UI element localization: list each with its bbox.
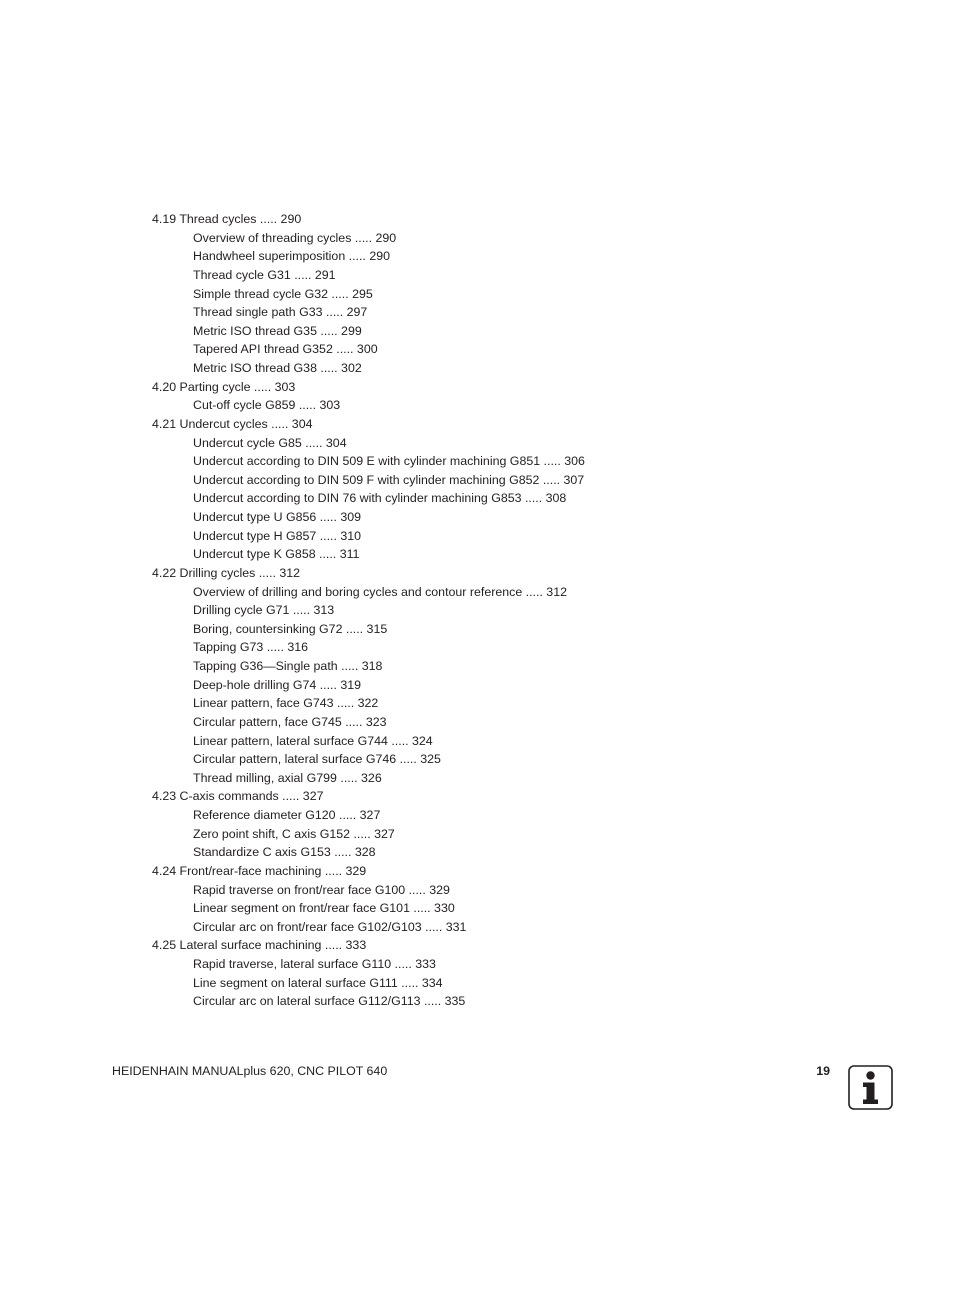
table-of-contents <box>152 210 585 1011</box>
toc-subsection-entry: Tapping G36—Single path ..... 318 <box>193 659 383 673</box>
toc-subsection-entry: Tapered API thread G352 ..... 300 <box>193 342 378 357</box>
toc-section-entry: 4.22 Drilling cycles ..... 312 <box>152 565 301 580</box>
toc-subsection-entry: Linear pattern, lateral surface G744 ..... 324 <box>193 733 433 748</box>
toc-subsection-entry: Undercut according to DIN 76 with cylinder machining G853 ..... 308 <box>193 491 567 506</box>
toc-subsection-entry: Tapping G73 ..... 316 <box>193 640 309 655</box>
toc-subsection-entry: Circular arc on front/rear face G102/G103 ..... 331 <box>193 919 467 934</box>
toc-subsection-entry: Circular pattern, face G745 ..... 323 <box>193 714 387 729</box>
toc-subsection-entry: Thread cycle G31 ..... 291 <box>193 267 336 282</box>
toc-subsection-entry: Linear pattern, face G743 ..... 322 <box>193 696 379 711</box>
toc-subsection-entry: Standardize C axis G153 ..... 328 <box>193 845 376 860</box>
toc-subsection-entry: Linear segment on front/rear face G101 ..... 330 <box>193 901 455 916</box>
toc-subsection-entry: Thread milling, axial G799 ..... 326 <box>193 770 382 785</box>
toc-subsection-entry: Cut-off cycle G859 ..... 303 <box>193 398 341 413</box>
toc-section-entry: 4.19 Thread cycles ..... 290 <box>152 212 302 226</box>
toc-subsection-entry: Overview of drilling and boring cycles and contour reference ..... 312 <box>193 584 567 599</box>
toc-section-entry: 4.21 Undercut cycles ..... 304 <box>152 416 313 431</box>
toc-subsection-entry: Undercut type K G858 ..... 311 <box>193 547 360 562</box>
info-icon <box>848 1065 893 1110</box>
toc-subsection-entry: Thread single path G33 ..... 297 <box>193 305 368 320</box>
toc-subsection-entry: Metric ISO thread G38 ..... 302 <box>193 361 362 375</box>
toc-subsection-entry: Undercut type U G856 ..... 309 <box>193 510 362 524</box>
toc-subsection-entry: Zero point shift, C axis G152 ..... 327 <box>193 826 395 841</box>
toc-subsection-entry: Undercut type H G857 ..... 310 <box>193 528 362 543</box>
toc-subsection-entry: Circular pattern, lateral surface G746 ..... 325 <box>193 752 441 767</box>
toc-subsection-entry: Rapid traverse on front/rear face G100 ..... 329 <box>193 882 450 897</box>
toc-subsection-entry: Line segment on lateral surface G111 ..... 334 <box>193 975 443 990</box>
toc-subsection-entry: Undercut according to DIN 509 E with cylinder machining G851 ..... 306 <box>193 454 585 469</box>
toc-section-entry: 4.24 Front/rear-face machining ..... 329 <box>152 863 367 878</box>
toc-subsection-entry: Overview of threading cycles ..... 290 <box>193 230 397 245</box>
toc-subsection-entry: Deep-hole drilling G74 ..... 319 <box>193 677 362 692</box>
toc-subsection-entry: Drilling cycle G71 ..... 313 <box>193 603 335 618</box>
toc-subsection-entry: Metric ISO thread G35 ..... 299 <box>193 323 362 338</box>
page-number: 19 <box>816 1064 830 1078</box>
toc-subsection-entry: Handwheel superimposition ..... 290 <box>193 249 390 264</box>
toc-subsection-entry: Undercut according to DIN 509 F with cylinder machining G852 ..... 307 <box>193 472 585 487</box>
toc-subsection-entry: Simple thread cycle G32 ..... 295 <box>193 286 373 301</box>
toc-subsection-entry: Undercut cycle G85 ..... 304 <box>193 435 347 450</box>
toc-subsection-entry: Boring, countersinking G72 ..... 315 <box>193 621 388 636</box>
toc-subsection-entry: Circular arc on lateral surface G112/G113 ..... 335 <box>193 994 466 1009</box>
footer-manual-title: HEIDENHAIN MANUALplus 620, CNC PILOT 640 <box>112 1064 388 1078</box>
toc-section-entry: 4.25 Lateral surface machining ..... 333 <box>152 938 367 953</box>
toc-subsection-entry: Reference diameter G120 ..... 327 <box>193 808 381 822</box>
toc-section-entry: 4.20 Parting cycle ..... 303 <box>152 379 296 394</box>
toc-subsection-entry: Rapid traverse, lateral surface G110 ..... 333 <box>193 957 436 971</box>
toc-section-entry: 4.23 C-axis commands ..... 327 <box>152 789 324 804</box>
